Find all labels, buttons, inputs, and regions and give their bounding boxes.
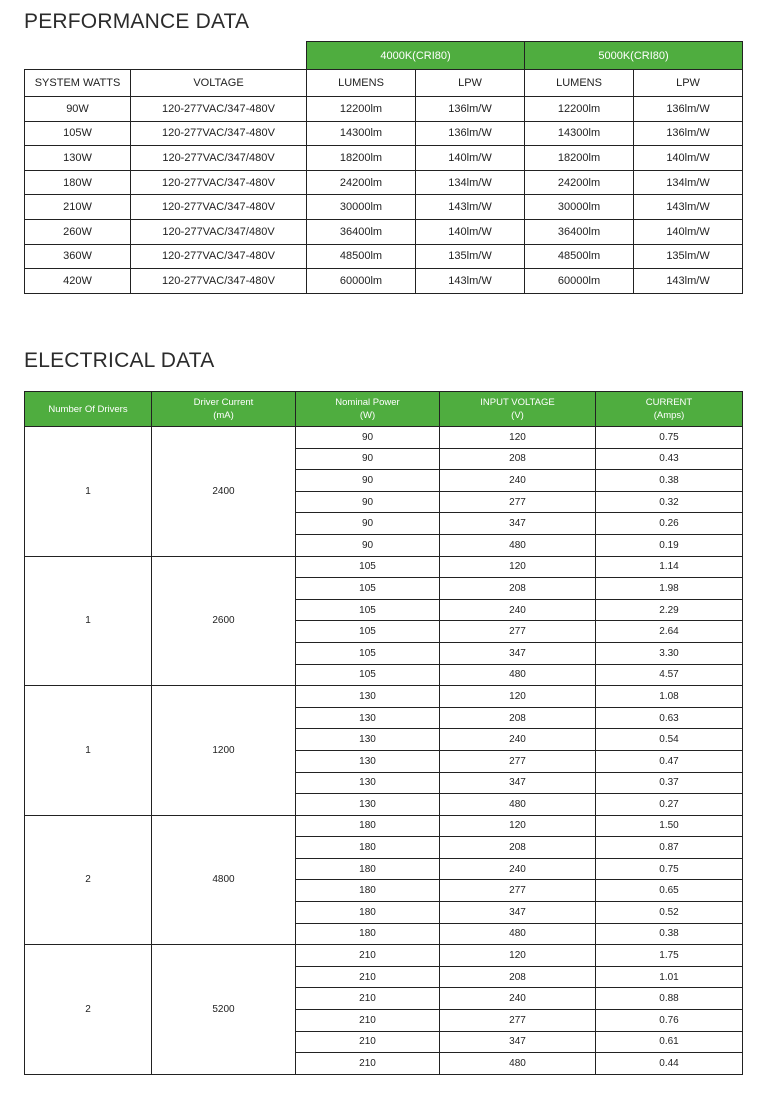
cell-lpw-5000k: 143lm/W [634, 269, 743, 294]
cell-system-watts: 420W [25, 269, 131, 294]
cell-current: 4.57 [596, 664, 743, 686]
cell-nominal-power: 180 [296, 858, 440, 880]
performance-row [25, 219, 743, 244]
cell-nominal-power: 130 [296, 750, 440, 772]
cell-lpw-4000k: 136lm/W [416, 97, 525, 122]
cell-nominal-power: 210 [296, 966, 440, 988]
col-header-lumens-4000k: LUMENS [307, 70, 416, 97]
cell-current: 0.65 [596, 880, 743, 902]
cell-nominal-power: 210 [296, 1031, 440, 1053]
cell-current: 1.98 [596, 578, 743, 600]
cell-input-voltage: 480 [440, 534, 596, 556]
cell-nominal-power: 210 [296, 945, 440, 967]
cell-nominal-power: 105 [296, 578, 440, 600]
col-header-lpw-4000k: LPW [416, 70, 525, 97]
cell-nominal-power: 90 [296, 534, 440, 556]
cell-nominal-power: 210 [296, 1010, 440, 1032]
cell-current: 0.44 [596, 1053, 743, 1075]
cell-nominal-power: 90 [296, 491, 440, 513]
cell-driver-current: 5200 [152, 945, 296, 1075]
cell-nominal-power: 180 [296, 902, 440, 924]
cell-voltage: 120-277VAC/347-480V [131, 97, 307, 122]
cell-voltage: 120-277VAC/347-480V [131, 244, 307, 269]
cell-driver-current: 4800 [152, 815, 296, 945]
cell-current: 0.75 [596, 427, 743, 449]
cell-input-voltage: 480 [440, 664, 596, 686]
cell-current: 1.14 [596, 556, 743, 578]
cell-nominal-power: 130 [296, 686, 440, 708]
cell-lpw-5000k: 134lm/W [634, 170, 743, 195]
cell-lpw-4000k: 136lm/W [416, 121, 525, 146]
cell-current: 0.26 [596, 513, 743, 535]
cell-nominal-power: 180 [296, 837, 440, 859]
performance-row [25, 146, 743, 171]
cell-lpw-4000k: 134lm/W [416, 170, 525, 195]
cell-input-voltage: 277 [440, 621, 596, 643]
group-header-4000k: 4000K(CRI80) [307, 42, 525, 70]
cell-voltage: 120-277VAC/347-480V [131, 121, 307, 146]
cell-nominal-power: 130 [296, 707, 440, 729]
cell-nominal-power: 210 [296, 1053, 440, 1075]
cell-input-voltage: 208 [440, 578, 596, 600]
cell-current: 0.88 [596, 988, 743, 1010]
cell-current: 0.27 [596, 794, 743, 816]
electrical-table [24, 391, 743, 1075]
cell-nominal-power: 90 [296, 470, 440, 492]
cell-driver-current: 2600 [152, 556, 296, 686]
cell-input-voltage: 240 [440, 729, 596, 751]
cell-lumens-4000k: 30000lm [307, 195, 416, 220]
cell-input-voltage: 347 [440, 513, 596, 535]
cell-nominal-power: 90 [296, 513, 440, 535]
cell-input-voltage: 240 [440, 988, 596, 1010]
cell-lpw-5000k: 136lm/W [634, 121, 743, 146]
cell-input-voltage: 208 [440, 448, 596, 470]
col-header-number-of-drivers: Number Of Drivers [25, 392, 152, 427]
cell-current: 0.75 [596, 858, 743, 880]
cell-lumens-5000k: 36400lm [525, 219, 634, 244]
cell-input-voltage: 208 [440, 966, 596, 988]
electrical-row [25, 427, 743, 449]
col-header-nominal-power: Nominal Power (W) [296, 392, 440, 427]
electrical-data-title: ELECTRICAL DATA [24, 349, 215, 372]
cell-input-voltage: 208 [440, 837, 596, 859]
cell-current: 0.87 [596, 837, 743, 859]
cell-current: 0.47 [596, 750, 743, 772]
electrical-row [25, 945, 743, 967]
cell-voltage: 120-277VAC/347-480V [131, 170, 307, 195]
cell-current: 1.50 [596, 815, 743, 837]
cell-voltage: 120-277VAC/347-480V [131, 269, 307, 294]
cell-lpw-4000k: 143lm/W [416, 269, 525, 294]
cell-input-voltage: 347 [440, 642, 596, 664]
cell-number-of-drivers: 1 [25, 556, 152, 686]
electrical-row [25, 686, 743, 708]
cell-lumens-5000k: 24200lm [525, 170, 634, 195]
cell-nominal-power: 210 [296, 988, 440, 1010]
cell-current: 0.61 [596, 1031, 743, 1053]
cell-current: 0.52 [596, 902, 743, 924]
cell-current: 0.63 [596, 707, 743, 729]
cell-system-watts: 90W [25, 97, 131, 122]
electrical-row [25, 815, 743, 837]
cell-input-voltage: 208 [440, 707, 596, 729]
cell-nominal-power: 105 [296, 642, 440, 664]
cell-lpw-5000k: 136lm/W [634, 97, 743, 122]
performance-row [25, 97, 743, 122]
cell-current: 1.75 [596, 945, 743, 967]
cell-number-of-drivers: 2 [25, 815, 152, 945]
performance-column-header-row [25, 70, 743, 97]
cell-input-voltage: 277 [440, 491, 596, 513]
cell-system-watts: 180W [25, 170, 131, 195]
cell-input-voltage: 240 [440, 599, 596, 621]
cell-number-of-drivers: 2 [25, 945, 152, 1075]
cell-lpw-5000k: 140lm/W [634, 146, 743, 171]
cell-lumens-5000k: 18200lm [525, 146, 634, 171]
cell-input-voltage: 277 [440, 750, 596, 772]
cell-system-watts: 130W [25, 146, 131, 171]
cell-nominal-power: 180 [296, 923, 440, 945]
cell-lumens-4000k: 48500lm [307, 244, 416, 269]
performance-group-header-row [25, 42, 743, 70]
cell-driver-current: 1200 [152, 686, 296, 816]
cell-voltage: 120-277VAC/347/480V [131, 219, 307, 244]
cell-lumens-4000k: 18200lm [307, 146, 416, 171]
cell-input-voltage: 240 [440, 858, 596, 880]
cell-system-watts: 105W [25, 121, 131, 146]
cell-lumens-5000k: 60000lm [525, 269, 634, 294]
cell-nominal-power: 90 [296, 448, 440, 470]
performance-row [25, 269, 743, 294]
cell-lumens-5000k: 30000lm [525, 195, 634, 220]
cell-nominal-power: 130 [296, 794, 440, 816]
cell-current: 0.32 [596, 491, 743, 513]
cell-current: 1.08 [596, 686, 743, 708]
cell-voltage: 120-277VAC/347-480V [131, 195, 307, 220]
cell-current: 0.43 [596, 448, 743, 470]
cell-current: 0.76 [596, 1010, 743, 1032]
cell-current: 1.01 [596, 966, 743, 988]
cell-nominal-power: 130 [296, 772, 440, 794]
cell-lpw-4000k: 143lm/W [416, 195, 525, 220]
cell-lpw-5000k: 135lm/W [634, 244, 743, 269]
cell-nominal-power: 90 [296, 427, 440, 449]
cell-lumens-4000k: 60000lm [307, 269, 416, 294]
cell-lpw-4000k: 140lm/W [416, 146, 525, 171]
cell-input-voltage: 120 [440, 945, 596, 967]
cell-nominal-power: 105 [296, 621, 440, 643]
cell-input-voltage: 120 [440, 815, 596, 837]
col-header-input-voltage: INPUT VOLTAGE (V) [440, 392, 596, 427]
cell-lumens-4000k: 12200lm [307, 97, 416, 122]
cell-input-voltage: 347 [440, 902, 596, 924]
cell-current: 0.38 [596, 470, 743, 492]
col-header-current: CURRENT (Amps) [596, 392, 743, 427]
cell-number-of-drivers: 1 [25, 427, 152, 557]
cell-input-voltage: 480 [440, 923, 596, 945]
col-header-driver-current: Driver Current (mA) [152, 392, 296, 427]
cell-current: 3.30 [596, 642, 743, 664]
cell-current: 0.19 [596, 534, 743, 556]
cell-input-voltage: 120 [440, 427, 596, 449]
cell-input-voltage: 277 [440, 880, 596, 902]
cell-driver-current: 2400 [152, 427, 296, 557]
cell-lumens-4000k: 36400lm [307, 219, 416, 244]
cell-nominal-power: 130 [296, 729, 440, 751]
cell-input-voltage: 347 [440, 1031, 596, 1053]
cell-system-watts: 360W [25, 244, 131, 269]
cell-input-voltage: 277 [440, 1010, 596, 1032]
performance-row [25, 244, 743, 269]
cell-input-voltage: 480 [440, 1053, 596, 1075]
cell-input-voltage: 347 [440, 772, 596, 794]
cell-input-voltage: 120 [440, 686, 596, 708]
cell-voltage: 120-277VAC/347/480V [131, 146, 307, 171]
cell-lpw-5000k: 140lm/W [634, 219, 743, 244]
col-header-lumens-5000k: LUMENS [525, 70, 634, 97]
cell-lumens-5000k: 12200lm [525, 97, 634, 122]
cell-system-watts: 210W [25, 195, 131, 220]
electrical-row [25, 556, 743, 578]
cell-lpw-4000k: 135lm/W [416, 244, 525, 269]
cell-input-voltage: 240 [440, 470, 596, 492]
cell-nominal-power: 105 [296, 556, 440, 578]
performance-row [25, 121, 743, 146]
electrical-header-row [25, 392, 743, 427]
cell-nominal-power: 105 [296, 599, 440, 621]
cell-lpw-5000k: 143lm/W [634, 195, 743, 220]
col-header-voltage: VOLTAGE [131, 70, 307, 97]
cell-current: 2.64 [596, 621, 743, 643]
cell-nominal-power: 180 [296, 815, 440, 837]
cell-lumens-4000k: 24200lm [307, 170, 416, 195]
cell-nominal-power: 180 [296, 880, 440, 902]
cell-lumens-5000k: 14300lm [525, 121, 634, 146]
col-header-system-watts: SYSTEM WATTS [25, 70, 131, 97]
cell-current: 2.29 [596, 599, 743, 621]
performance-data-title: PERFORMANCE DATA [24, 10, 250, 33]
cell-system-watts: 260W [25, 219, 131, 244]
cell-lumens-4000k: 14300lm [307, 121, 416, 146]
cell-current: 0.54 [596, 729, 743, 751]
performance-table [24, 41, 743, 294]
group-header-5000k: 5000K(CRI80) [525, 42, 743, 70]
performance-row [25, 195, 743, 220]
col-header-lpw-5000k: LPW [634, 70, 743, 97]
cell-current: 0.37 [596, 772, 743, 794]
cell-input-voltage: 120 [440, 556, 596, 578]
performance-row [25, 170, 743, 195]
cell-nominal-power: 105 [296, 664, 440, 686]
cell-lpw-4000k: 140lm/W [416, 219, 525, 244]
cell-number-of-drivers: 1 [25, 686, 152, 816]
cell-current: 0.38 [596, 923, 743, 945]
cell-input-voltage: 480 [440, 794, 596, 816]
cell-lumens-5000k: 48500lm [525, 244, 634, 269]
